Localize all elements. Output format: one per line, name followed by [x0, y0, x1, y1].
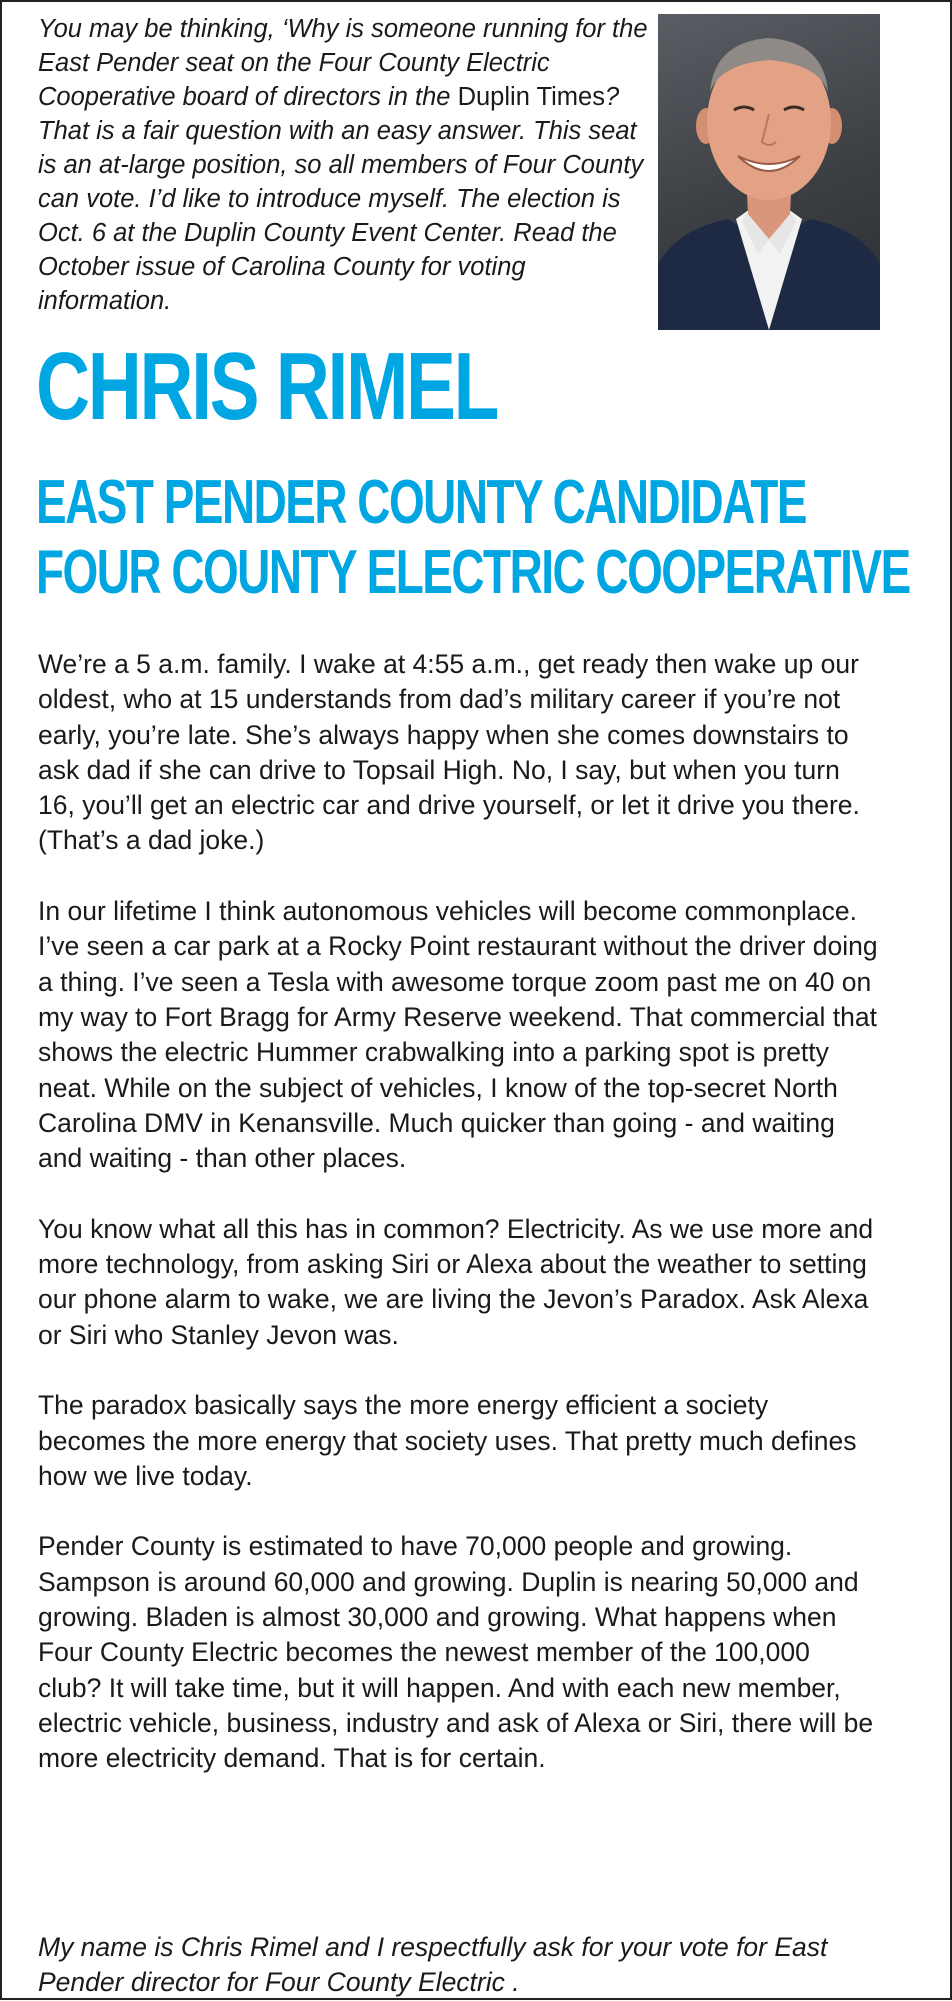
- candidate-name: CHRIS RIMEL: [36, 333, 497, 440]
- candidate-subtitle: [36, 468, 910, 608]
- intro-publication-name: Duplin Times: [457, 83, 605, 111]
- body-paragraph-3: You know what all this has in common? Electricity. As we use more and more technology, from asking Siri or Alexa about the weather to setting our phone alarm to wake, we are living the Jevon’s Paradox. Ask Alexa or Siri who Stanley Jevon was.: [38, 1213, 874, 1350]
- closing-statement: My name is Chris Rimel and I respectfully ask for your vote for East Pender director for Four County Electric .: [38, 1932, 828, 1998]
- subtitle-line-2: FOUR COUNTY ELECTRIC COOPERATIVE: [36, 538, 910, 607]
- subtitle-line-1: EAST PENDER COUNTY CANDIDATE: [36, 468, 807, 537]
- body-paragraph-1: We’re a 5 a.m. family. I wake at 4:55 a.m., get ready then wake up our oldest, who at 15 understands from dad’s military career if you’re not early, you’re late. She’s always happy when she comes downstairs to ask dad if she can drive to Topsail High. No, I say, but when you turn 16, you’ll get an electric car and drive yourself, or let it drive you there. (That’s a dad joke.): [38, 649, 860, 856]
- intro-paragraph: [38, 12, 658, 318]
- body-text: [38, 647, 878, 1812]
- candidate-portrait-image: [658, 14, 880, 330]
- intro-text-1: You may be thinking, ‘Why is someone running for the East Pender seat on the Four County Electric Cooperative board of directors in the: [38, 15, 648, 111]
- body-paragraph-2: In our lifetime I think autonomous vehicles will become commonplace. I’ve seen a car park at a Rocky Point restaurant without the driver doing a thing. I’ve seen a Tesla with awesome torque zoom past me on 40 on my way to Fort Bragg for Army Reserve weekend. That commercial that shows the electric Hummer crabwalking into a parking spot is pretty neat. While on the subject of vehicles, I know of the top-secret North Carolina DMV in Kenansville. Much quicker than going - and waiting and waiting - than other places.: [38, 896, 878, 1174]
- body-paragraph-4: The paradox basically says the more energy efficient a society becomes the more energy that society uses. That pretty much defines how we live today.: [38, 1390, 857, 1491]
- intro-text-2: ? That is a fair question with an easy answer. This seat is an at-large position, so all members of Four County can vote. I’d like to introduce myself. The election is Oct. 6 at the Duplin County Event Center. Read the October issue of Carolina County for voting information.: [38, 83, 644, 315]
- body-paragraph-5: Pender County is estimated to have 70,000 people and growing. Sampson is around 60,000 and growing. Duplin is nearing 50,000 and growing. Bladen is almost 30,000 and growing. What happens when Four County Electric becomes the newest member of the 100,000 club? It will take time, but it will happen. And with each new member, electric vehicle, business, industry and ask of Alexa or Siri, there will be more electricity demand. That is for certain.: [38, 1531, 874, 1774]
- candidate-photo: [658, 14, 880, 330]
